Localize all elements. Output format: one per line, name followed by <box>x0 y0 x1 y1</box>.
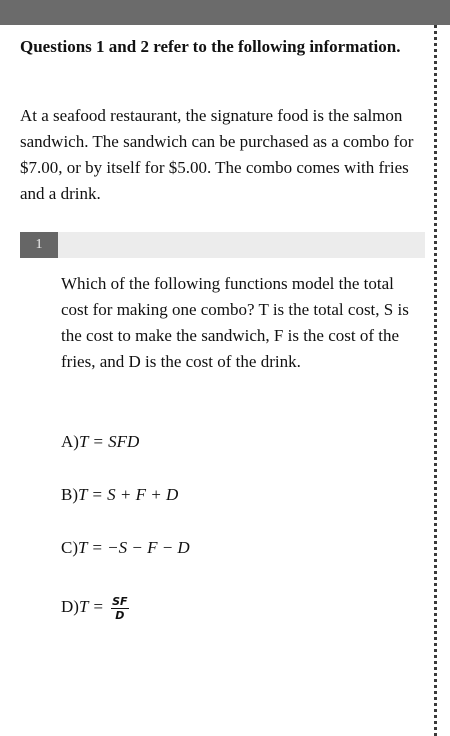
choice-d-fraction <box>111 595 128 622</box>
choice-d-expression: T = <box>78 597 109 616</box>
choice-c-label: C) <box>61 538 78 557</box>
choice-b-label: B) <box>61 485 78 504</box>
page-edge-dotted-rule <box>434 25 437 736</box>
choice-b[interactable] <box>61 482 178 508</box>
choice-a[interactable] <box>61 429 139 455</box>
choice-a-label: A) <box>61 432 79 451</box>
intro-heading: Questions 1 and 2 refer to the following information. <box>20 37 401 56</box>
passage-text: At a seafood restaurant, the signature food is the salmon sandwich. The sandwich can be purchased as a combo for $7.00, or by itself for $5.00. The combo comes with fries and a drink. <box>20 106 414 203</box>
choice-c[interactable] <box>61 535 190 561</box>
fraction-denominator: D <box>115 608 125 622</box>
top-bar <box>0 0 450 25</box>
fraction-numerator: SF <box>112 594 128 608</box>
choice-b-expression: T = S + F + D <box>78 485 179 504</box>
choice-a-expression: T = SFD <box>78 432 140 451</box>
choice-c-expression: T = −S − F − D <box>78 538 190 557</box>
choice-d-label: D) <box>61 597 79 616</box>
question-stem: Which of the following functions model the total cost for making one combo? T is the total cost, S is the cost to make the sandwich, F is the cost of the fries, and D is the cost of the drink. <box>61 274 409 371</box>
question-header-bar <box>20 232 425 258</box>
question-number: 1 <box>20 232 58 258</box>
choice-d[interactable] <box>61 594 129 622</box>
